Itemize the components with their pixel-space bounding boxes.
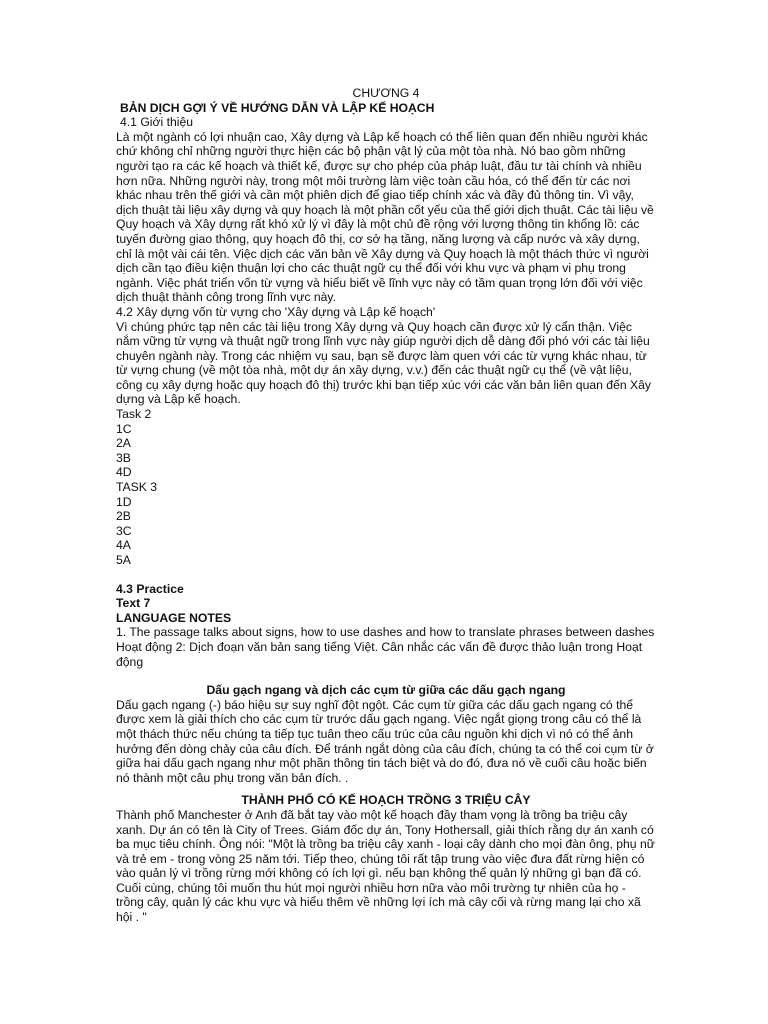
section-4-2-body: Vì chúng phức tạp nên các tài liệu trong Xây dựng và Quy hoạch cần được xử lý cẩn thận. Việc nắm vững từ vựng và thuật ngữ trong lĩnh vực này giúp người dịch dễ dàng đối phó với các tài liệu chuyên ngành này. Trong các nhiệm vụ sau, bạn sẽ được làm quen với các từ vựng khác nhau, từ từ vựng chung (về một tòa nhà, một dự án xây dựng, v.v.) đến các thuật ngữ cụ thể (về vật liệu, công cụ xây dựng hoặc quy hoạch đô thị) trước khi bạn tiếp xúc với các văn bản liên quan đến Xây dựng và Lập kế hoạch. xyxy=(116,319,652,407)
section-4-1-heading: 4.1 Giới thiệu xyxy=(120,115,194,130)
language-notes-label: LANGUAGE NOTES xyxy=(116,610,232,625)
language-note-1: 1. The passage talks about signs, how to use dashes and how to translate phrases between dashes xyxy=(116,625,655,640)
city-section-body: Thành phố Manchester ở Anh đã bắt tay vào một kế hoạch đầy tham vọng là trồng ba triệu cây xanh. Dự án có tên là City of Trees. Giám đốc dự án, Tony Hothersall, giải thích rằng dự án xanh có ba mục tiêu chính. Ông nói: "Một là trồng ba triệu cây xanh - loại cây dành cho mọi đàn ông, phụ nữ và trẻ em - trong vòng 25 năm tới. Tiếp theo, chúng tôi rất tập trung vào việc đưa đất rừng hiện có vào quản lý vì trồng rừng mới không có ích lợi gì. nếu bạn không thể quản lý những gì bạn đã có. Cuối cùng, chúng tôi muốn thu hút mọi người nhiều hơn nữa vào môi trường tự nhiên của họ - trồng cây, quản lý các khu vực và hiểu thêm về những lợi ích mà cây cối và rừng mang lại cho xã hội . " xyxy=(116,807,655,925)
section-4-1-body: Là một ngành có lợi nhuận cao, Xây dựng và Lập kế hoạch có thể liên quan đến nhiều người khác chứ không chỉ những người thực hiện các bộ phận vật lý của một tòa nhà. Nó bao gồm những người tạo ra các kế hoạch và thiết kế, được sự cho phép của pháp luật, đầu tư tài chính và nhiều hơn nữa. Những người này, trong một môi trường làm việc toàn cầu hóa, có thể đến từ các nơi khác nhau trên thế giới và cần một phiên dịch để giao tiếp chính xác và đầy đủ thông tin. Vì vậy, dịch thuật tài liệu xây dựng và quy hoạch là một phần cốt yếu của thế giới dịch thuật. Các tài liệu về Quy hoạch và Xây dựng rất khó xử lý vì đây là một chủ đề rộng với lượng thông tin khổng lồ: các tuyến đường giao thông, quy hoạch đô thị, cơ sở hạ tầng, năng lượng và cấp nước và xây dựng, chỉ là một vài cái tên. Việc dịch các văn bản về Xây dựng và Quy hoạch là một thách thức vì người dịch cần tạo điều kiện thuận lợi cho các thuật ngữ cụ thể đối với khu vực và phạm vi phụ trong ngành. Việc phát triển vốn từ vựng và hiểu biết về lĩnh vực này có tầm quan trọng lớn đối với việc dịch thuật thành công trong lĩnh vực này. xyxy=(116,129,654,305)
task2-answer: 3B xyxy=(116,450,131,465)
spacer xyxy=(116,568,656,582)
chapter-title: CHƯƠNG 4 xyxy=(352,86,420,100)
task3-answer: 4A xyxy=(116,538,131,553)
task3-answer: 5A xyxy=(116,553,131,567)
task3-answer: 1D xyxy=(116,494,132,509)
dash-section-title: Dấu gạch ngang và dịch các cụm từ giữa các dấu gạch ngang xyxy=(206,683,566,698)
task3-answer: 3C xyxy=(116,523,132,538)
task2-answer: 4D xyxy=(116,465,132,480)
task2-label: Task 2 xyxy=(116,407,152,422)
section-4-2-heading: 4.2 Xây dựng vốn từ vựng cho 'Xây dựng và Lập kế hoạch' xyxy=(116,304,436,319)
document-page xyxy=(116,86,656,925)
spacer xyxy=(116,669,656,683)
section-4-3-heading: 4.3 Practice xyxy=(116,581,184,596)
task2-answer: 2A xyxy=(116,436,131,451)
chapter-subtitle: BẢN DỊCH GỢI Ý VỀ HƯỚNG DẪN VÀ LẬP KẾ HOẠCH xyxy=(120,100,435,115)
city-section-title: THÀNH PHỐ CÓ KẾ HOẠCH TRỒNG 3 TRIỆU CÂY xyxy=(241,793,531,808)
task3-label: TASK 3 xyxy=(116,480,158,495)
text-label: Text 7 xyxy=(116,596,151,611)
activity-instruction: Hoạt động 2: Dịch đoạn văn bản sang tiếng Việt. Cân nhắc các vấn đề được thảo luận trong Hoạt động xyxy=(116,639,643,669)
task2-answer: 1C xyxy=(116,421,132,436)
task3-answer: 2B xyxy=(116,509,131,524)
dash-section-body: Dấu gạch ngang (-) báo hiệu sự suy nghĩ đột ngột. Các cụm từ giữa các dấu gạch ngang có thể được xem là giải thích cho các cụm từ trước dấu gạch ngang. Việc ngắt giọng trong câu có thể là một thách thức nếu chúng ta tiếp tục tuân theo cấu trúc của câu nguồn khi dịch vì nó có thể ảnh hưởng đến dòng chảy của câu đích. Để tránh ngắt dòng của câu đích, chúng ta có thể coi cụm từ ở giữa hai dấu gạch ngang như một phần thông tin tách biệt và do đó, đưa nó về cuối câu hoặc biến nó thành một câu phụ trong văn bản đích. . xyxy=(116,697,654,785)
